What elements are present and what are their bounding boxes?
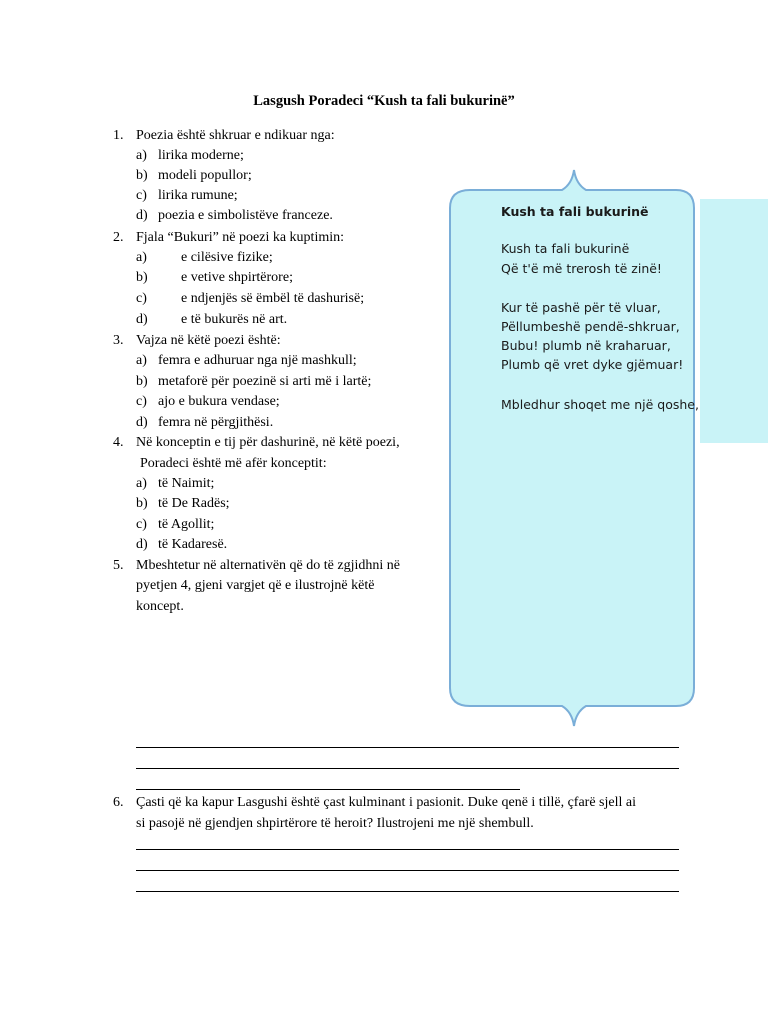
question-text: Çasti që ka kapur Lasgushi është çast kulminant i pasionit. Duke qenë i tillë, çfarë sjell ai xyxy=(136,795,636,810)
question-text: Poezia është shkruar e ndikuar nga: xyxy=(136,128,335,143)
poem-line: Që t'ë më trerosh të zinë! xyxy=(501,261,662,276)
option-letter: d) xyxy=(136,415,148,430)
poem-line: Bubu! plumb në kraharuar, xyxy=(501,338,671,353)
option-letter: c) xyxy=(136,188,147,203)
option-letter: b) xyxy=(136,168,148,183)
option-text: poezia e simbolistëve franceze. xyxy=(158,208,333,223)
option-text: të Kadaresë. xyxy=(158,537,228,552)
question-number: 5. xyxy=(113,558,124,573)
answer-line xyxy=(136,768,679,769)
poem-line: Plumb që vret dyke gjëmuar! xyxy=(501,357,684,372)
option-text: femra në përgjithësi. xyxy=(158,415,274,430)
question-number: 2. xyxy=(113,230,124,245)
poem-highlight-strip xyxy=(700,199,768,443)
option-text: të Agollit; xyxy=(158,517,215,532)
option-text: të De Radës; xyxy=(158,496,230,511)
question-text: Poradeci është më afër konceptit: xyxy=(140,456,327,471)
option-letter: b) xyxy=(136,496,148,511)
question-text: Vajza në këtë poezi është: xyxy=(136,333,281,348)
poem-line: Kur të pashë për të vluar, xyxy=(501,300,661,315)
question-text: Mbeshtetur në alternativën që do të zgjidhni në xyxy=(136,558,400,573)
question-number: 3. xyxy=(113,333,124,348)
option-text: femra e adhuruar nga një mashkull; xyxy=(158,353,357,368)
question-text: Fjala “Bukuri” në poezi ka kuptimin: xyxy=(136,230,345,245)
answer-line xyxy=(136,747,679,748)
question-text: pyetjen 4, gjeni vargjet që e ilustrojnë këtë xyxy=(136,578,375,593)
option-letter: a) xyxy=(136,148,147,163)
option-text: ajo e bukura vendase; xyxy=(158,394,280,409)
answer-line xyxy=(136,870,679,871)
option-letter: a) xyxy=(136,353,147,368)
option-text: lirika rumune; xyxy=(158,188,238,203)
option-text: e vetive shpirtërore; xyxy=(181,270,293,285)
answer-line xyxy=(136,789,520,790)
option-text: të Naimit; xyxy=(158,476,215,491)
worksheet-title: Lasgush Poradeci “Kush ta fali bukurinë” xyxy=(253,93,515,109)
question-text: si pasojë në gjendjen shpirtërore të heroit? Ilustrojeni me një shembull. xyxy=(136,816,534,831)
option-text: e ndjenjës së ëmbël të dashurisë; xyxy=(181,291,365,306)
poem-title: Kush ta fali bukurinë xyxy=(501,204,649,219)
option-letter: c) xyxy=(136,291,147,306)
poem-line: Mbledhur shoqet me një qoshe, xyxy=(501,397,699,412)
option-letter: d) xyxy=(136,537,148,552)
option-letter: c) xyxy=(136,517,147,532)
answer-line xyxy=(136,849,679,850)
option-text: modeli popullor; xyxy=(158,168,252,183)
option-text: e cilësive fizike; xyxy=(181,250,273,265)
option-text: metaforë për poezinë si arti më i lartë; xyxy=(158,374,372,389)
option-letter: c) xyxy=(136,394,147,409)
question-number: 6. xyxy=(113,795,124,810)
option-letter: a) xyxy=(136,476,147,491)
poem-line: Pëllumbeshë pendë-shkruar, xyxy=(501,319,680,334)
option-text: lirika moderne; xyxy=(158,148,244,163)
option-letter: b) xyxy=(136,374,148,389)
option-letter: d) xyxy=(136,312,148,327)
question-number: 1. xyxy=(113,128,124,143)
question-text: Në konceptin e tij për dashurinë, në këtë poezi, xyxy=(136,435,400,450)
option-text: e të bukurës në art. xyxy=(181,312,288,327)
option-letter: b) xyxy=(136,270,148,285)
option-letter: d) xyxy=(136,208,148,223)
poem-line: Kush ta fali bukurinë xyxy=(501,241,630,256)
answer-line xyxy=(136,891,679,892)
question-text: koncept. xyxy=(136,599,184,614)
question-number: 4. xyxy=(113,435,124,450)
option-letter: a) xyxy=(136,250,147,265)
